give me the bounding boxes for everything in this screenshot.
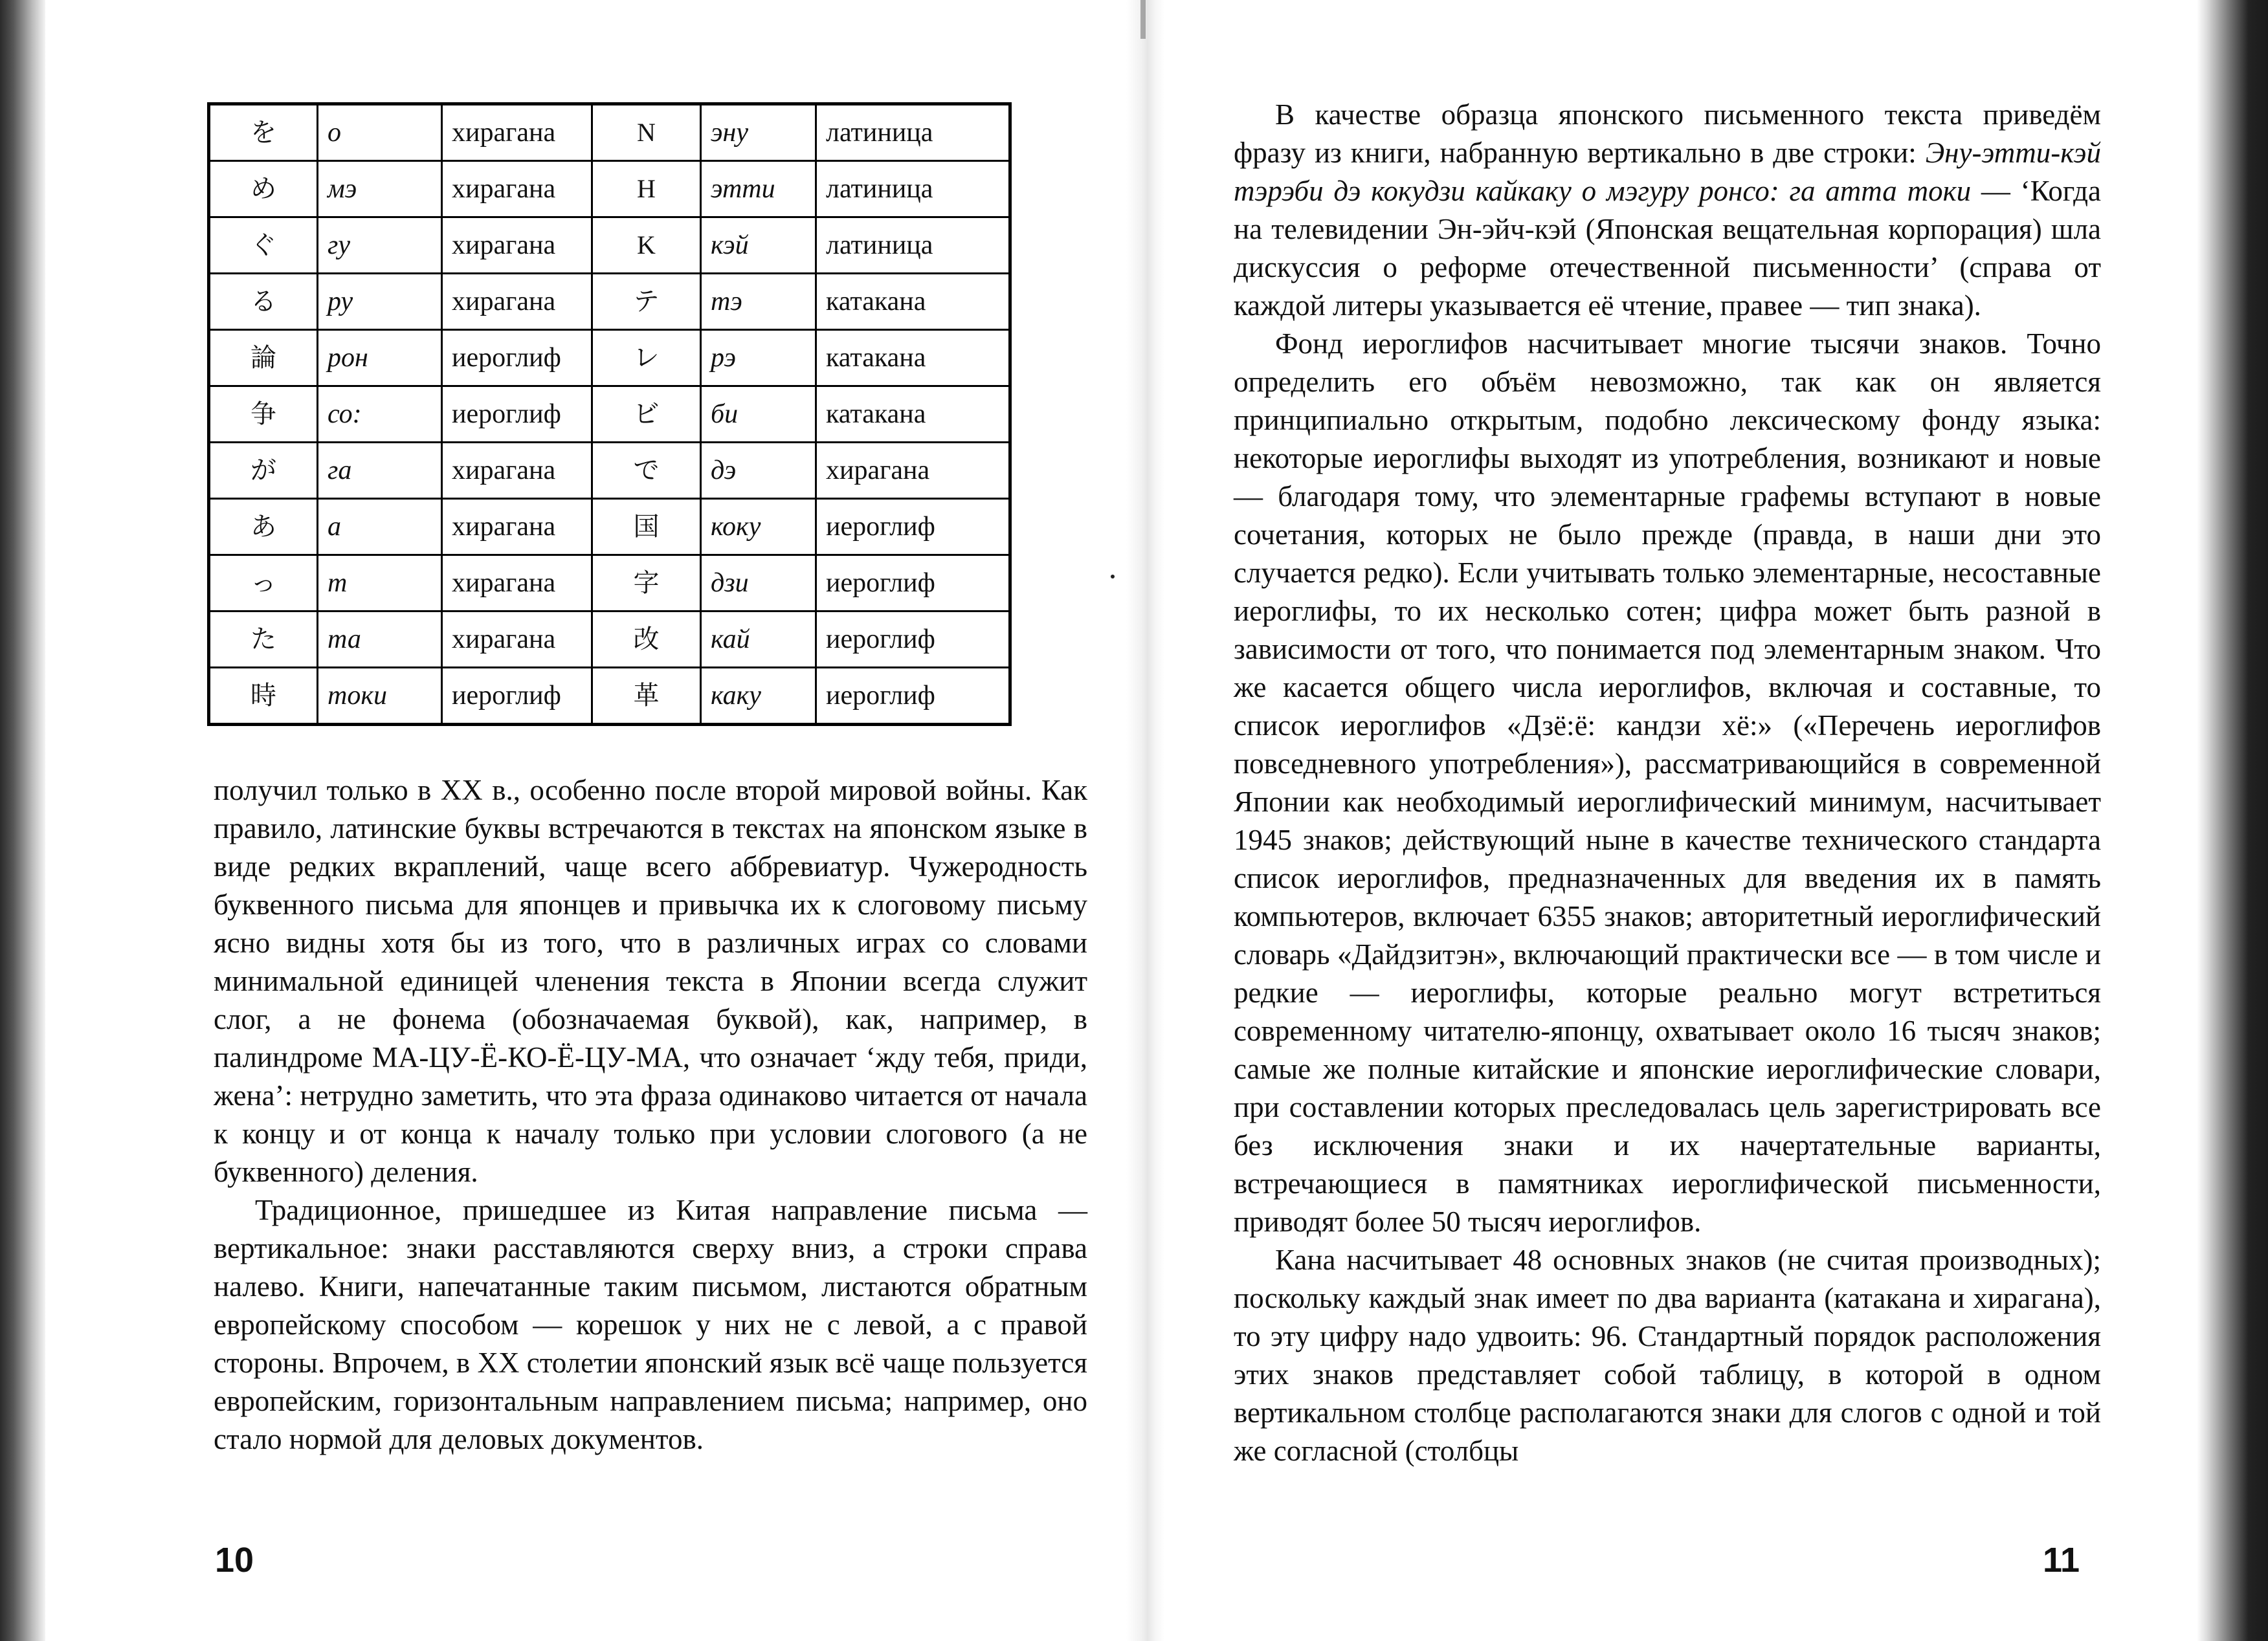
scan-speck [1111,575,1115,578]
kana-type: иероглиф [442,668,592,725]
kana-type: хирагана [442,499,592,555]
kana-glyph: 論 [209,330,318,386]
kana-type: иероглиф [816,499,1010,555]
kana-glyph: 改 [592,611,701,668]
kana-type: иероглиф [816,611,1010,668]
kana-reading: кэй [701,217,816,274]
page-number-right: 11 [2043,1541,2080,1580]
table-row [209,386,1010,443]
right-paragraph-1-translation: — ‘Когда на телевидении Эн-эйч-кэй (Японская вещательная корпорация) шла дискуссия о реформе отечественной письменности’ (справа от каждой литеры указывается её чтение, правее — тип знака). [1234,175,2101,322]
left-page [45,0,1126,1641]
book-gutter [1126,0,1165,1641]
right-page [1165,0,2197,1641]
kana-glyph: ビ [592,386,701,443]
kana-reading: ру [318,274,442,330]
kana-sample-table [207,102,1012,726]
kana-glyph: が [209,443,318,499]
kana-type: латиница [816,161,1010,217]
kana-reading: та [318,611,442,668]
kana-glyph: た [209,611,318,668]
kana-reading: этти [701,161,816,217]
table-row [209,217,1010,274]
table-row [209,104,1010,161]
kana-glyph: 争 [209,386,318,443]
kana-type: хирагана [816,443,1010,499]
kana-glyph: N [592,104,701,161]
kana-reading: каку [701,668,816,725]
right-body-text [1234,96,2101,1470]
kana-glyph: 字 [592,555,701,611]
kana-type: хирагана [442,217,592,274]
kana-glyph: る [209,274,318,330]
kana-reading: дэ [701,443,816,499]
kana-type: иероглиф [442,386,592,443]
table-row [209,161,1010,217]
right-paragraph-3: Кана насчитывает 48 основных знаков (не считая производных); поскольку каждый знак имеет по два варианта (катакана и хирагана), то эту цифру надо удвоить: 96. Стандартный порядок расположения этих знаков представляет собой таблицу, в которой в одном вертикальном столбце располагаются знаки для слогов с одной и той же согласной (столбцы [1234,1244,2101,1467]
table-row [209,668,1010,725]
kana-glyph: め [209,161,318,217]
kana-type: хирагана [442,555,592,611]
table-row [209,330,1010,386]
kana-type: латиница [816,104,1010,161]
kana-glyph: テ [592,274,701,330]
kana-reading: а [318,499,442,555]
kana-reading: со: [318,386,442,443]
kana-reading: би [701,386,816,443]
kana-reading: о [318,104,442,161]
right-paragraph-2: Фонд иероглифов насчитывает многие тысячи знаков. Точно определить его объём невозможно, так как он является принципиально открытым, подобно лексическому фонду языка: некоторые иероглифы выходят из употребления, возникают и новые — благодаря тому, что элементарные графемы вступают в новые сочетания, которых не было прежде (правда, в наши дни это случается редко). Если учитывать только элементарные, несоставные иероглифы, то их несколько сотен; цифра может быть разной в зависимости от того, что понимается под элементарным знаком. Что же касается общего числа иероглифов, включая и составные, то список иероглифов «Дзё:ё: кандзи хё:» («Перечень иероглифов повседневного употребления»), рассматривающийся в современной Японии как необходимый иероглифический минимум, насчитывает 1945 знаков; действующий ныне в качестве технического стандарта список иероглифов, предназначенных для введения их в память компьютеров, включает 6355 знаков; авторитетный иероглифический словарь «Дайдзитэн», включающий практически все — в том числе и редкие — иероглифы, которые реально могут встретиться современному читателю-японцу, охватывает около 16 тысяч знаков; самые же полные китайские и японские иероглифические словари, при составлении которых преследовалась цель зарегистрировать все без исключения знаки и их начертательные варианты, встречающиеся в памятниках иероглифической письменности, приводят более 50 тысяч иероглифов. [1234,327,2101,1238]
right-paragraph-1-intro: В качестве образца японского письменного текста приведём фразу из книги, набранную вертикально в две строки: [1234,98,2101,169]
kana-glyph: ぐ [209,217,318,274]
kana-type: катакана [816,386,1010,443]
kana-type: иероглиф [816,668,1010,725]
kana-type: иероглиф [816,555,1010,611]
kana-glyph: K [592,217,701,274]
kana-reading: коку [701,499,816,555]
kana-reading: кай [701,611,816,668]
gutter-shadow [1140,0,1146,39]
kana-reading: рон [318,330,442,386]
left-paragraph-1: получил только в XX в., особенно после второй мировой войны. Как правило, латинские буквы встречаются в текстах на японском языке в виде редких вкраплений, чаще всего аббревиатур. Чужеродность буквенного письма для японцев и привычка их к слоговому письму ясно видны хотя бы из того, что в различных играх со словами минимальной единицей членения текста в Японии всегда служит слог, а не фонема (обозначаемая буквой), как, например, в палиндроме МА-ЦУ-Ё-КО-Ё-ЦУ-МА, что означает ‘жду тебя, приди, жена’: нетрудно заметить, что эта фраза одинаково читается от начала к концу и от конца к началу только при условии слогового (а не буквенного) деления. [214,774,1087,1188]
kana-reading: токи [318,668,442,725]
kana-glyph: あ [209,499,318,555]
kana-glyph: を [209,104,318,161]
kana-type: хирагана [442,443,592,499]
kana-glyph: レ [592,330,701,386]
kana-glyph: 革 [592,668,701,725]
kana-glyph: 国 [592,499,701,555]
kana-type: хирагана [442,104,592,161]
table-row [209,611,1010,668]
kana-type: катакана [816,274,1010,330]
kana-type: катакана [816,330,1010,386]
page-number-left: 10 [215,1541,254,1580]
kana-reading: га [318,443,442,499]
table-row [209,555,1010,611]
kana-glyph: 時 [209,668,318,725]
kana-reading: гу [318,217,442,274]
kana-glyph: っ [209,555,318,611]
scan-edge-right [2197,0,2268,1641]
kana-type: латиница [816,217,1010,274]
table-row [209,274,1010,330]
kana-reading: мэ [318,161,442,217]
kana-glyph: で [592,443,701,499]
kana-reading: дзи [701,555,816,611]
right-paragraph-1 [1234,96,2101,325]
japanese-sample-phrase: Эну-этти-кэй тэрэби дэ кокудзи кайкаку о мэгуру ронсо: га атта токи [1234,137,2101,207]
kana-reading: тэ [701,274,816,330]
kana-type: хирагана [442,611,592,668]
table-row [209,443,1010,499]
kana-type: иероглиф [442,330,592,386]
kana-reading: т [318,555,442,611]
left-body-text [214,771,1087,1459]
kana-reading: рэ [701,330,816,386]
kana-glyph: H [592,161,701,217]
table-row [209,499,1010,555]
kana-type: хирагана [442,161,592,217]
kana-type: хирагана [442,274,592,330]
kana-reading: эну [701,104,816,161]
scan-edge-left [0,0,45,1641]
left-paragraph-2: Традиционное, пришедшее из Китая направление письма — вертикальное: знаки расставляются сверху вниз, а строки справа налево. Книги, напечатанные таким письмом, листаются обратным европейскому способом — корешок у них не с левой, а с правой стороны. Впрочем, в XX столетии японский язык всё чаще пользуется европейским, горизонтальным направлением письма; например, оно стало нормой для деловых документов. [214,1194,1087,1455]
